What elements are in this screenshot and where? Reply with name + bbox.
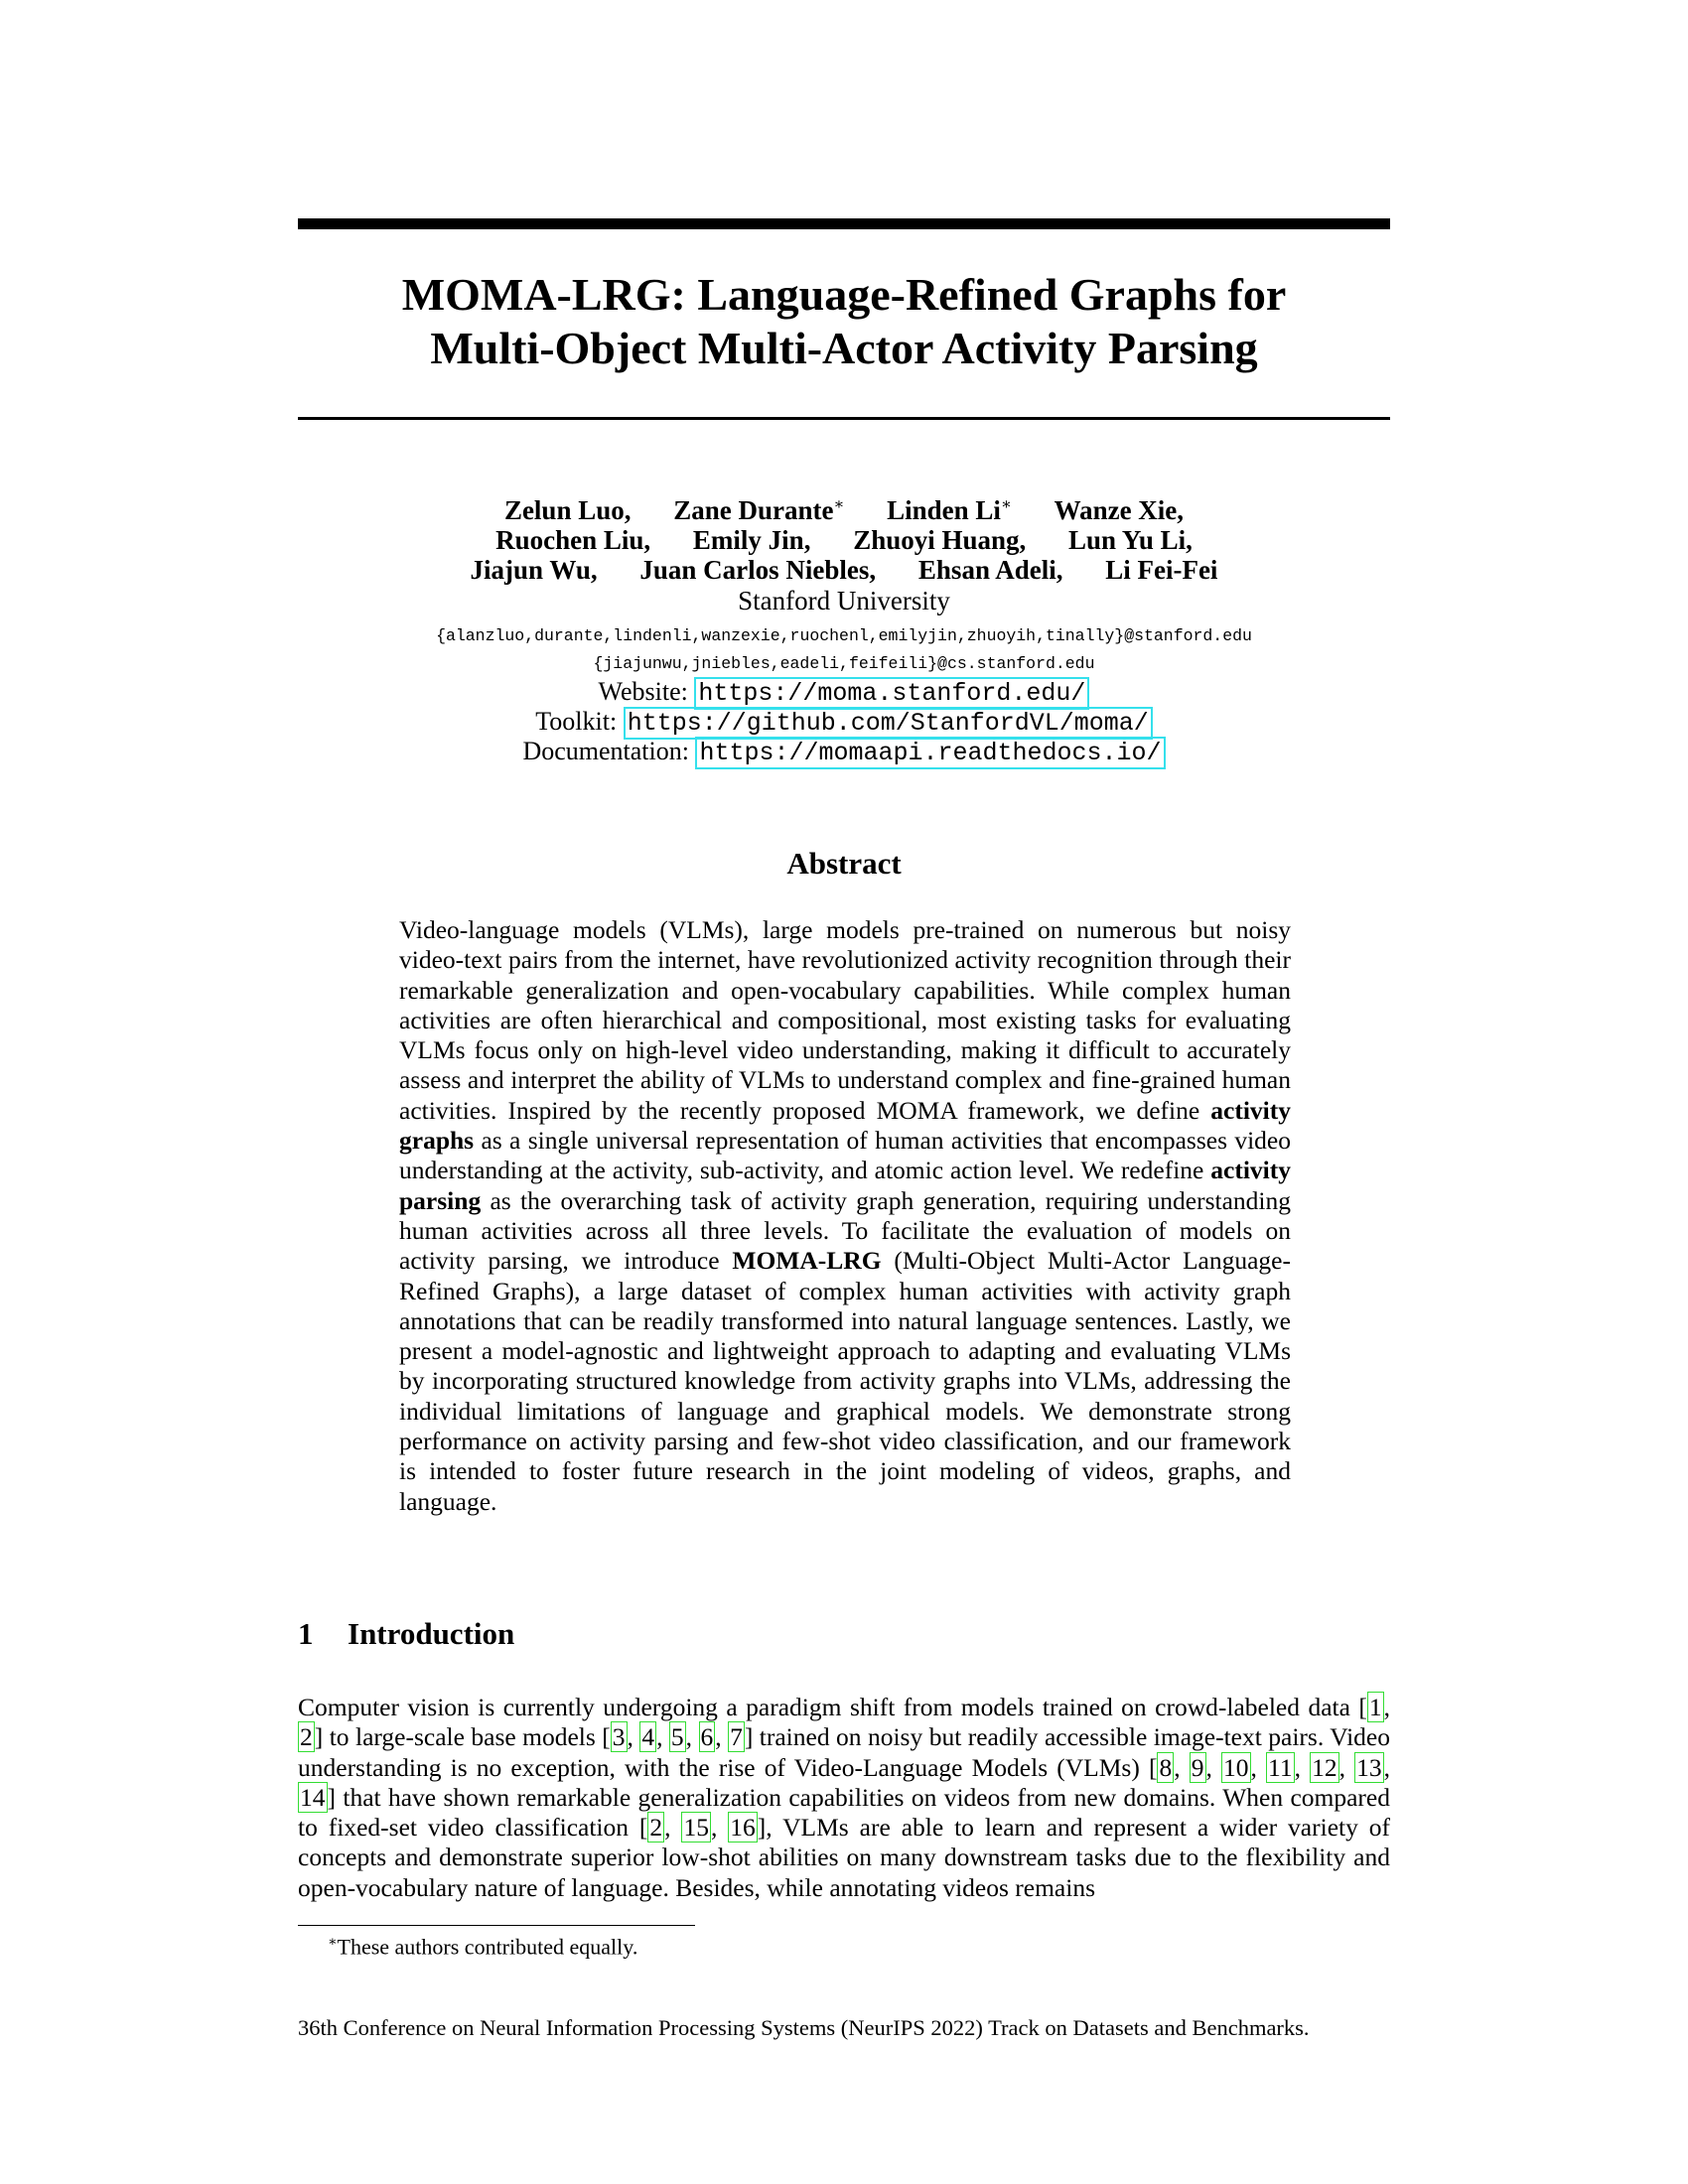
section-heading xyxy=(298,1616,514,1652)
introduction-text: Computer vision is currently undergoing a paradigm shift from models trained on crowd-labeled data [1, 2] to large-scale base models [3, 4, 5, 6, 7] trained on noisy but readily accessible image-text pairs. Video understanding is no exception, with the rise of Video-Language Models (VLMs) [8, 9, 10, 11, 12, 13, 14] that have shown remarkable generalization capabilities on videos from new domains. When compared to fixed-set video classification [2, 15, 16], VLMs are able to learn and represent a wider variety of concepts and demonstrate superior low-shot abilities on many downstream tasks due to the flexibility and open-vocabulary nature of language. Besides, while annotating videos remains xyxy=(298,1693,1391,1902)
citation-link[interactable]: 2 xyxy=(300,1722,313,1752)
author: Wanze Xie, xyxy=(1054,495,1185,525)
website-label: Website: xyxy=(598,677,688,706)
conference-footer: 36th Conference on Neural Information Processing Systems (NeurIPS 2022) Track on Datasets and Benchmarks. xyxy=(298,2015,1310,2040)
author: Zane Durante∗ xyxy=(673,495,845,525)
affiliation: Stanford University xyxy=(738,586,950,615)
author-line-3 xyxy=(298,555,1390,585)
toolkit-label: Toolkit: xyxy=(535,707,618,736)
documentation-label: Documentation: xyxy=(522,737,689,765)
title-bottom-rule xyxy=(298,417,1390,420)
citation-link[interactable]: 8 xyxy=(1159,1752,1173,1782)
toolkit-line xyxy=(298,707,1390,739)
author: Linden Li∗ xyxy=(887,495,1012,525)
term-activity-parsing: activity parsing xyxy=(399,1156,1291,1215)
author-line-2 xyxy=(298,525,1390,555)
documentation-link[interactable]: https://momaapi.readthedocs.io/ xyxy=(695,737,1165,769)
author: Emily Jin, xyxy=(692,525,811,555)
citation-link[interactable]: 3 xyxy=(612,1722,626,1752)
author: Li Fei-Fei xyxy=(1105,555,1218,585)
website-line xyxy=(298,677,1390,709)
footnote-rule xyxy=(298,1925,695,1926)
title-line-1: MOMA-LRG: Language-Refined Graphs for xyxy=(401,269,1287,320)
citation-link[interactable]: 15 xyxy=(683,1813,709,1843)
citation-link[interactable]: 10 xyxy=(1223,1752,1249,1782)
author: Ruochen Liu, xyxy=(495,525,651,555)
toolkit-link[interactable]: https://github.com/StanfordVL/moma/ xyxy=(624,707,1153,740)
citation-link[interactable]: 16 xyxy=(730,1813,756,1843)
author: Zhuoyi Huang, xyxy=(853,525,1027,555)
author-line-1 xyxy=(298,490,1390,525)
title-line-2: Multi-Object Multi-Actor Activity Parsing xyxy=(430,323,1258,373)
citation-link[interactable]: 13 xyxy=(1356,1752,1382,1782)
footnote xyxy=(328,1934,637,1960)
footnote-mark: ∗ xyxy=(328,1935,338,1950)
author: Zelun Luo, xyxy=(503,495,632,525)
equal-contribution-mark: ∗ xyxy=(833,496,845,513)
citation-link[interactable]: 14 xyxy=(300,1782,326,1812)
email-line-1: {alanzluo,durante,lindenli,wanzexie,ruochenl,emilyjin,zhuoyih,tinally}@stanford.edu xyxy=(436,626,1252,645)
citation-link[interactable]: 7 xyxy=(730,1722,743,1752)
author: Jiajun Wu, xyxy=(470,555,598,585)
email-line-2: {jiajunwu,jniebles,eadeli,feifeili}@cs.stanford.edu xyxy=(593,654,1095,673)
website-link[interactable]: https://moma.stanford.edu/ xyxy=(694,677,1089,710)
term-moma-lrg: MOMA-LRG xyxy=(732,1246,882,1276)
citation-link[interactable]: 9 xyxy=(1191,1752,1204,1782)
equal-contribution-mark: ∗ xyxy=(1000,496,1012,513)
abstract-text: Video-language models (VLMs), large models pre-trained on numerous but noisy video-text pairs from the internet, have revolutionized activity recognition through their remarkable generalization and open-vocabulary capabilities. While complex human activities are often hierarchical and compositional, most existing tasks for evaluating VLMs focus only on high-level video understanding, making it difficult to accurately assess and interpret the ability of VLMs to understand complex and fine-grained human activities. Inspired by the recently proposed MOMA framework, we define activity graphs as a single universal representation of human activities that encompasses video understanding at the activity, sub-activity, and atomic action level. We redefine activity parsing as the overarching task of activity graph generation, requiring understanding human activities across all three levels. To facilitate the evaluation of models on activity parsing, we introduce MOMA-LRG (Multi-Object Multi-Actor Language-Refined Graphs), a large dataset of complex human activities with activity graph annotations that can be readily transformed into natural language sentences. Lastly, we present a model-agnostic and lightweight approach to adapting and evaluating VLMs by incorporating structured knowledge from activity graphs into VLMs, addressing the individual limitations of language and graphical models. We demonstrate strong performance on activity parsing and few-shot video classification, and our framework is intended to foster future research in the joint modeling of videos, graphs, and language. xyxy=(399,915,1291,1516)
author: Juan Carlos Niebles, xyxy=(639,555,877,585)
section-number: 1 xyxy=(298,1616,314,1651)
citation-link[interactable]: 5 xyxy=(670,1722,684,1752)
term-activity-graphs: activity graphs xyxy=(399,1095,1291,1156)
footnote-text: These authors contributed equally. xyxy=(337,1934,638,1960)
author-list xyxy=(298,490,1390,585)
top-rule xyxy=(298,218,1390,229)
abstract-heading: Abstract xyxy=(786,846,902,881)
author: Ehsan Adeli, xyxy=(917,555,1063,585)
citation-link[interactable]: 4 xyxy=(641,1722,655,1752)
section-title: Introduction xyxy=(348,1616,515,1651)
citation-link[interactable]: 6 xyxy=(700,1722,714,1752)
author: Lun Yu Li, xyxy=(1068,525,1193,555)
documentation-line xyxy=(298,737,1390,768)
citation-link[interactable]: 2 xyxy=(649,1813,663,1843)
paper-title xyxy=(298,268,1390,375)
citation-link[interactable]: 12 xyxy=(1312,1752,1337,1782)
citation-link[interactable]: 11 xyxy=(1268,1752,1293,1782)
citation-link[interactable]: 1 xyxy=(1368,1693,1382,1721)
